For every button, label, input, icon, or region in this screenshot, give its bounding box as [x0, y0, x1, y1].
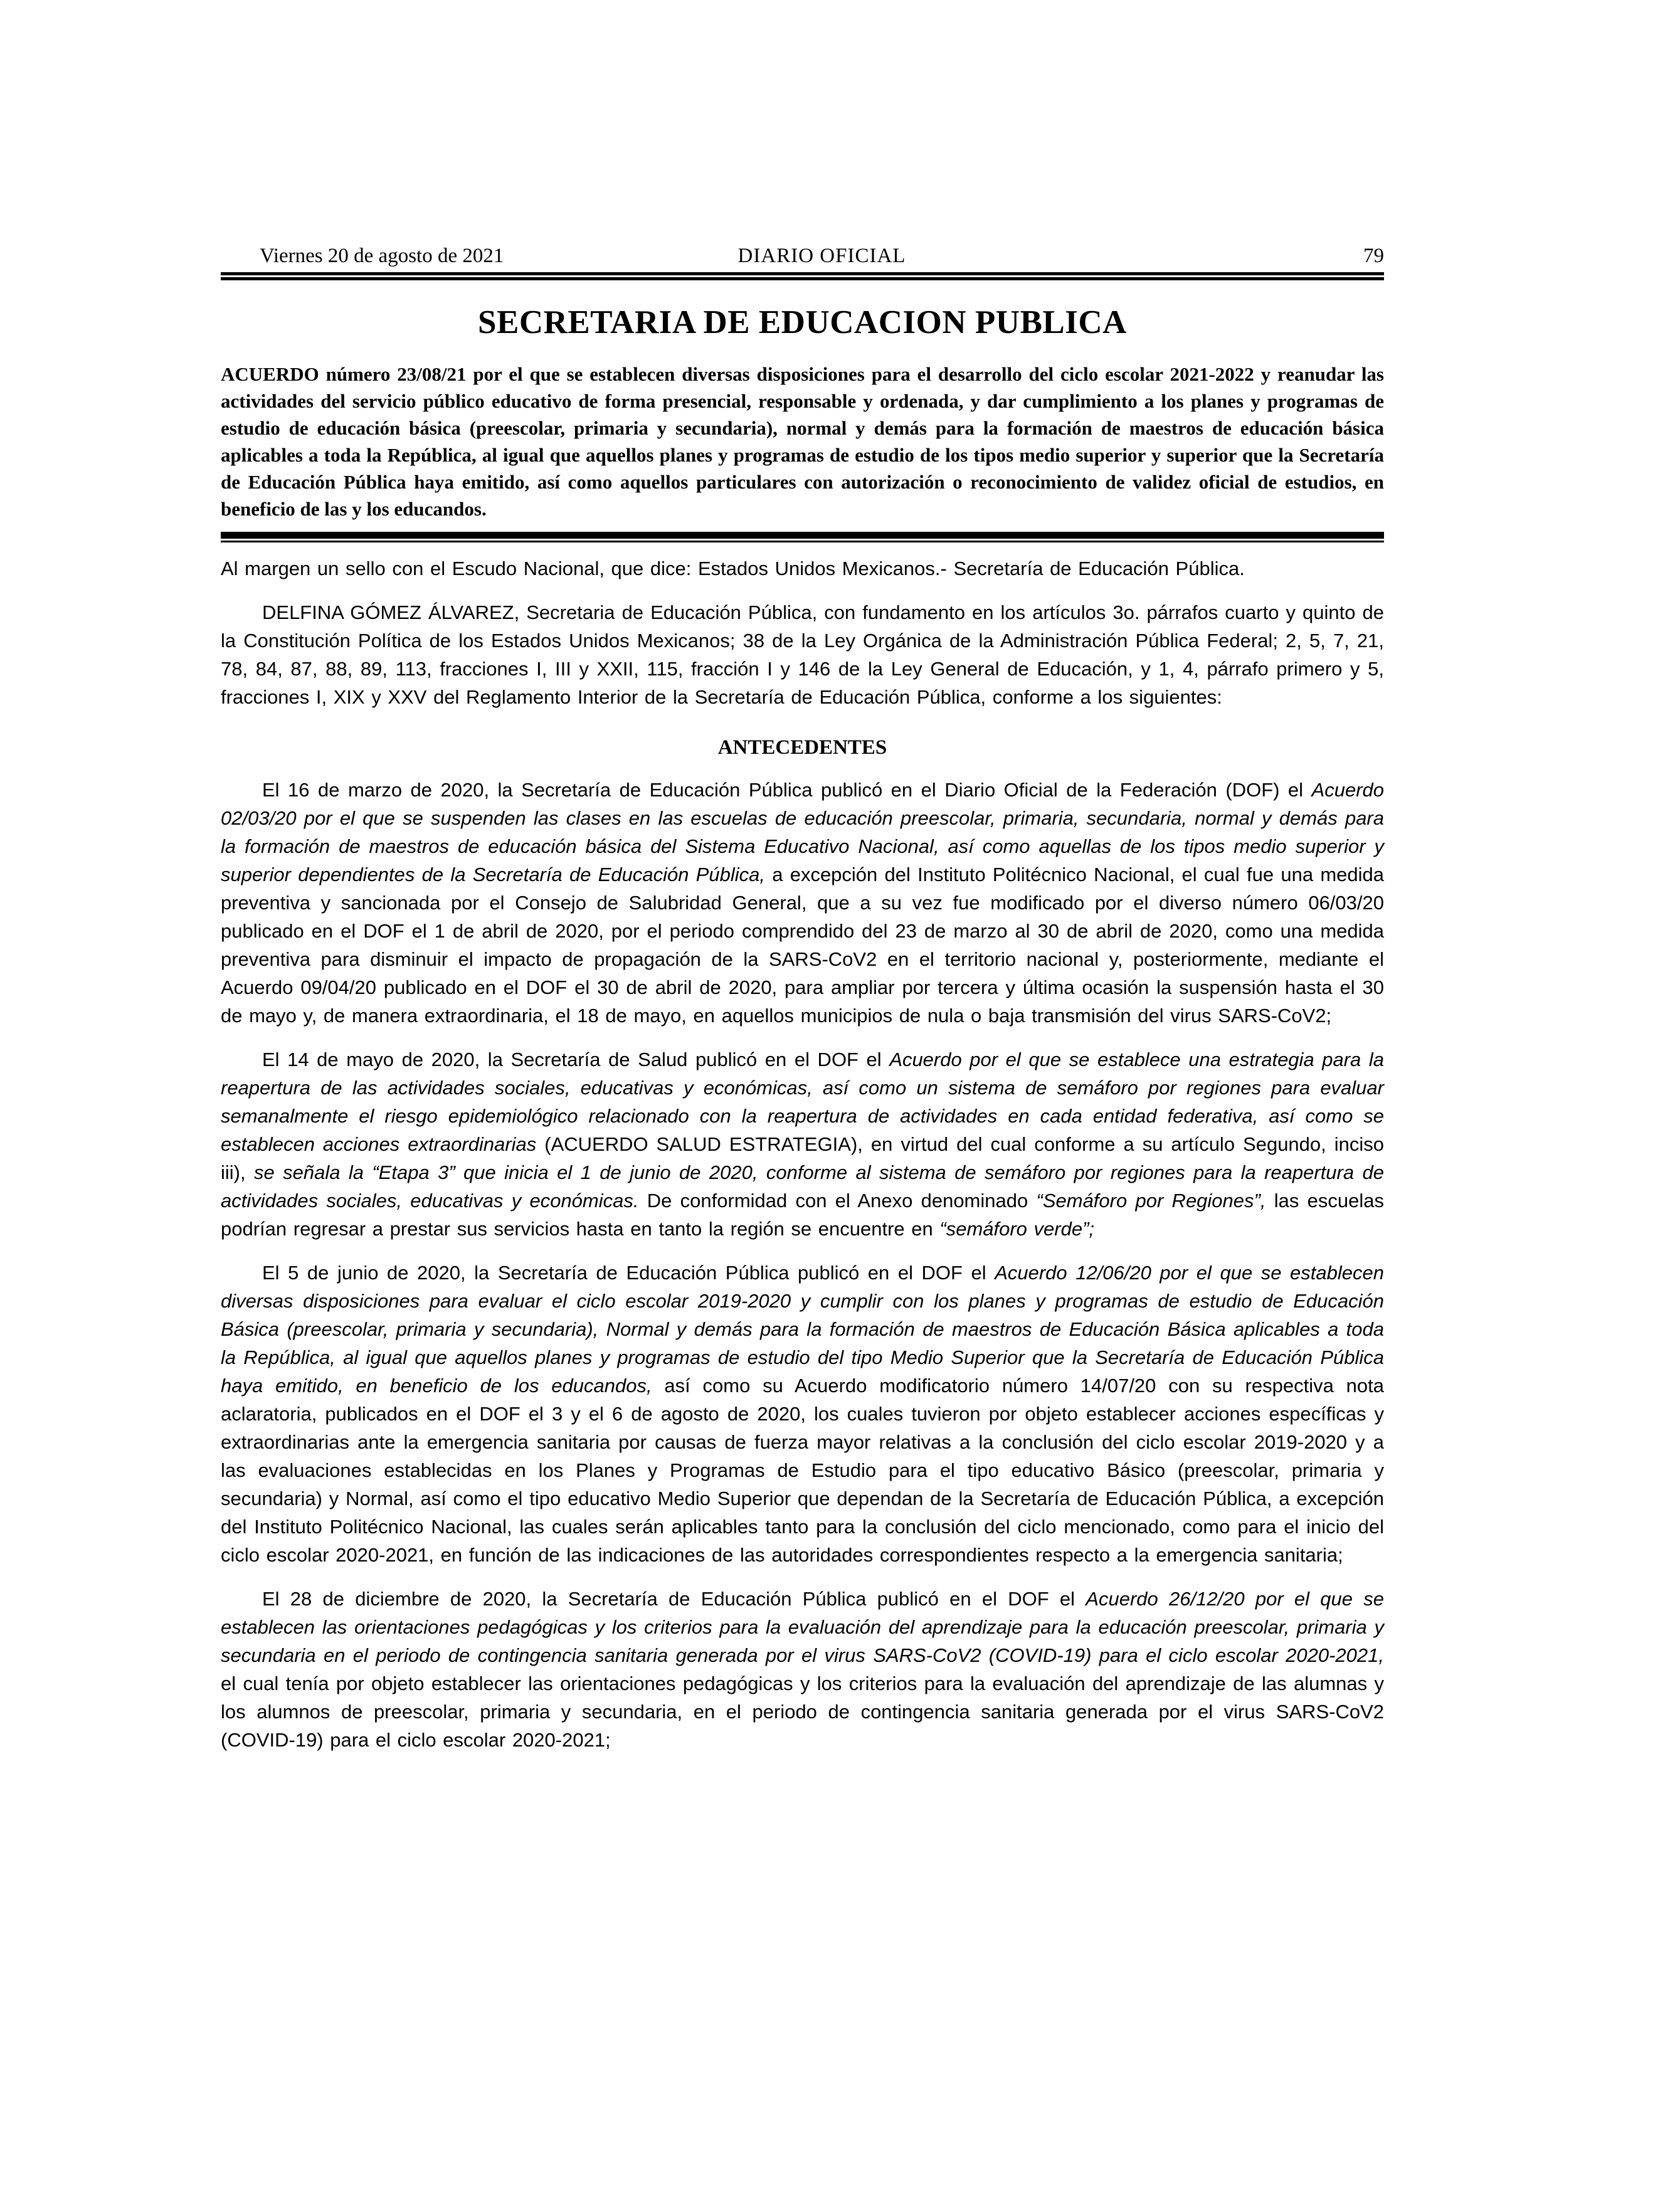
paragraph	[221, 1259, 1384, 1569]
text-run: el cual tenía por objeto establecer las orientaciones pedagógicas y los criterios para la evaluación del aprendizaje de las alumnas y los alumnos de preescolar, primaria y secundaria, en el periodo de contingencia sanitaria generada por el virus SARS-CoV2 (COVID-19) para el ciclo escolar 2020-2021;	[221, 1672, 1384, 1751]
text-run: DELFINA GÓMEZ ÁLVAREZ, Secretaria de Educación Pública, con fundamento en los artículos 3o. párrafos cuarto y quinto de la Constitución Política de los Estados Unidos Mexicanos; 38 de la Ley Orgánica de la Administración Pública Federal; 2, 5, 7, 21, 78, 84, 87, 88, 89, 113, fracciones I, III y XXII, 115, fracción I y 146 de la Ley General de Educación, y 1, 4, párrafo primero y 5, fracciones I, XIX y XXV del Reglamento Interior de la Secretaría de Educación Pública, conforme a los siguientes:	[221, 601, 1384, 708]
masthead-page-number: 79	[1363, 245, 1384, 267]
text-run-italic: se señala la “Etapa 3” que inicia el 1 de junio de 2020, conforme al sistema de semáforo por regiones para la reapertura de actividades sociales, educativas y económicas.	[221, 1161, 1384, 1212]
summary-rule-thin	[221, 541, 1384, 542]
masthead-double-rule	[221, 272, 1384, 280]
text-run: De conformidad con el Anexo denominado	[638, 1190, 1037, 1212]
text-run-italic: Acuerdo 02/03/20 por el que se suspenden las clases en las escuelas de educación preescolar, primaria, secundaria, normal y demás para la formación de maestros de educación básica del Sistema Educativo Nacional, así como aquellas de los tipos medio superior y superior dependientes de la Secretaría de Educación Pública,	[221, 779, 1384, 885]
paragraph	[221, 598, 1384, 711]
masthead-date: Viernes 20 de agosto de 2021	[260, 245, 504, 267]
document-content	[221, 554, 1384, 1754]
summary-rule-thick	[221, 532, 1384, 539]
text-run: Al margen un sello con el Escudo Nacional, que dice: Estados Unidos Mexicanos.- Secretaría de Educación Pública.	[221, 557, 1245, 579]
text-run: El 14 de mayo de 2020, la Secretaría de Salud publicó en el DOF el	[262, 1049, 890, 1070]
page-title: SECRETARIA DE EDUCACION PUBLICA	[478, 304, 1127, 341]
text-run: a excepción del Instituto Politécnico Nacional, el cual fue una medida preventiva y sancionada por el Consejo de Salubridad General, que a su vez fue modificado por el diverso número 06/03/20 publicado en el DOF el 1 de abril de 2020, por el periodo comprendido del 23 de marzo al 30 de abril de 2020, como una medida preventiva para disminuir el impacto de propagación de la SARS-CoV2 en el territorio nacional y, posteriormente, mediante el Acuerdo 09/04/20 publicado en el DOF el 30 de abril de 2020, para ampliar por tercera y última ocasión la suspensión hasta el 30 de mayo y, de manera extraordinaria, el 18 de mayo, en aquellos municipios de nula o baja transmisión del virus SARS-CoV2;	[221, 864, 1384, 1027]
text-run: El 16 de marzo de 2020, la Secretaría de Educación Pública publicó en el Diario Oficial de la Federación (DOF) el	[262, 779, 1312, 801]
text-run-italic: “semáforo verde”;	[939, 1218, 1095, 1240]
section-heading: ANTECEDENTES	[717, 736, 887, 759]
masthead-publication: DIARIO OFICIAL	[737, 245, 906, 267]
text-run-italic: Acuerdo por el que se establece una estrategia para la reapertura de las actividades sociales, educativas y económicas, así como un sistema de semáforo por regiones para evaluar semanalmente el riesgo epidemiológico relacionado con la reapertura de actividades en cada entidad federativa, así como se establecen acciones extraordinarias	[221, 1049, 1384, 1155]
text-run-italic: Acuerdo 12/06/20 por el que se establecen diversas disposiciones para evaluar el ciclo escolar 2019-2020 y cumplir con los planes y programas de estudio de Educación Básica (preescolar, primaria y secundaria), Normal y demás para la formación de maestros de Educación Básica aplicables a toda la República, al igual que aquellos planes y programas de estudio del tipo Medio Superior que la Secretaría de Educación Pública haya emitido, en beneficio de los educandos,	[221, 1262, 1384, 1397]
paragraph	[221, 776, 1384, 1030]
text-run: El 5 de junio de 2020, la Secretaría de Educación Pública publicó en el DOF el	[262, 1262, 995, 1284]
text-run-italic: “Semáforo por Regiones”,	[1036, 1190, 1266, 1212]
paragraph	[221, 1045, 1384, 1243]
text-run: (ACUERDO SALUD ESTRATEGIA), en virtud del cual conforme a su artículo Segundo, inciso iii),	[221, 1133, 1384, 1183]
text-run: así como su Acuerdo modificatorio número 14/07/20 con su respectiva nota aclaratoria, publicados en el DOF el 3 y el 6 de agosto de 2020, los cuales tuvieron por objeto establecer acciones específicas y extraordinarias ante la emergencia sanitaria por causas de fuerza mayor relativas a la conclusión del ciclo escolar 2019-2020 y a las evaluaciones establecidas en los Planes y Programas de Estudio para el tipo educativo Básico (preescolar, primaria y secundaria) y Normal, así como el tipo educativo Medio Superior que dependan de la Secretaría de Educación Pública, a excepción del Instituto Politécnico Nacional, las cuales serán aplicables tanto para la conclusión del ciclo mencionado, como para el inicio del ciclo escolar 2020-2021, en función de las indicaciones de las autoridades correspondientes respecto a la emergencia sanitaria;	[221, 1375, 1384, 1566]
text-run: las escuelas podrían regresar a prestar sus servicios hasta en tanto la región se encuentre en	[221, 1190, 1384, 1240]
decree-summary: ACUERDO número 23/08/21 por el que se establecen diversas disposiciones para el desarrollo del ciclo escolar 2021-2022 y reanudar las actividades del servicio público educativo de forma presencial, responsable y ordenada, y dar cumplimiento a los planes y programas de estudio de educación básica (preescolar, primaria y secundaria), normal y demás para la formación de maestros de educación básica aplicables a toda la República, al igual que aquellos planes y programas de estudio de los tipos medio superior y superior que la Secretaría de Educación Pública haya emitido, así como aquellos particulares con autorización o reconocimiento de validez oficial de estudios, en beneficio de las y los educandos.	[221, 363, 1384, 520]
masthead	[221, 244, 1384, 268]
text-run: El 28 de diciembre de 2020, la Secretaría de Educación Pública publicó en el DOF el	[262, 1588, 1086, 1610]
paragraph	[221, 554, 1384, 583]
paragraph	[221, 1585, 1384, 1754]
text-run-italic: Acuerdo 26/12/20 por el que se establecen las orientaciones pedagógicas y los criterios para la evaluación del aprendizaje para la educación preescolar, primaria y secundaria en el periodo de contingencia sanitaria generada por el virus SARS-CoV2 (COVID-19) para el ciclo escolar 2020-2021,	[221, 1588, 1385, 1666]
